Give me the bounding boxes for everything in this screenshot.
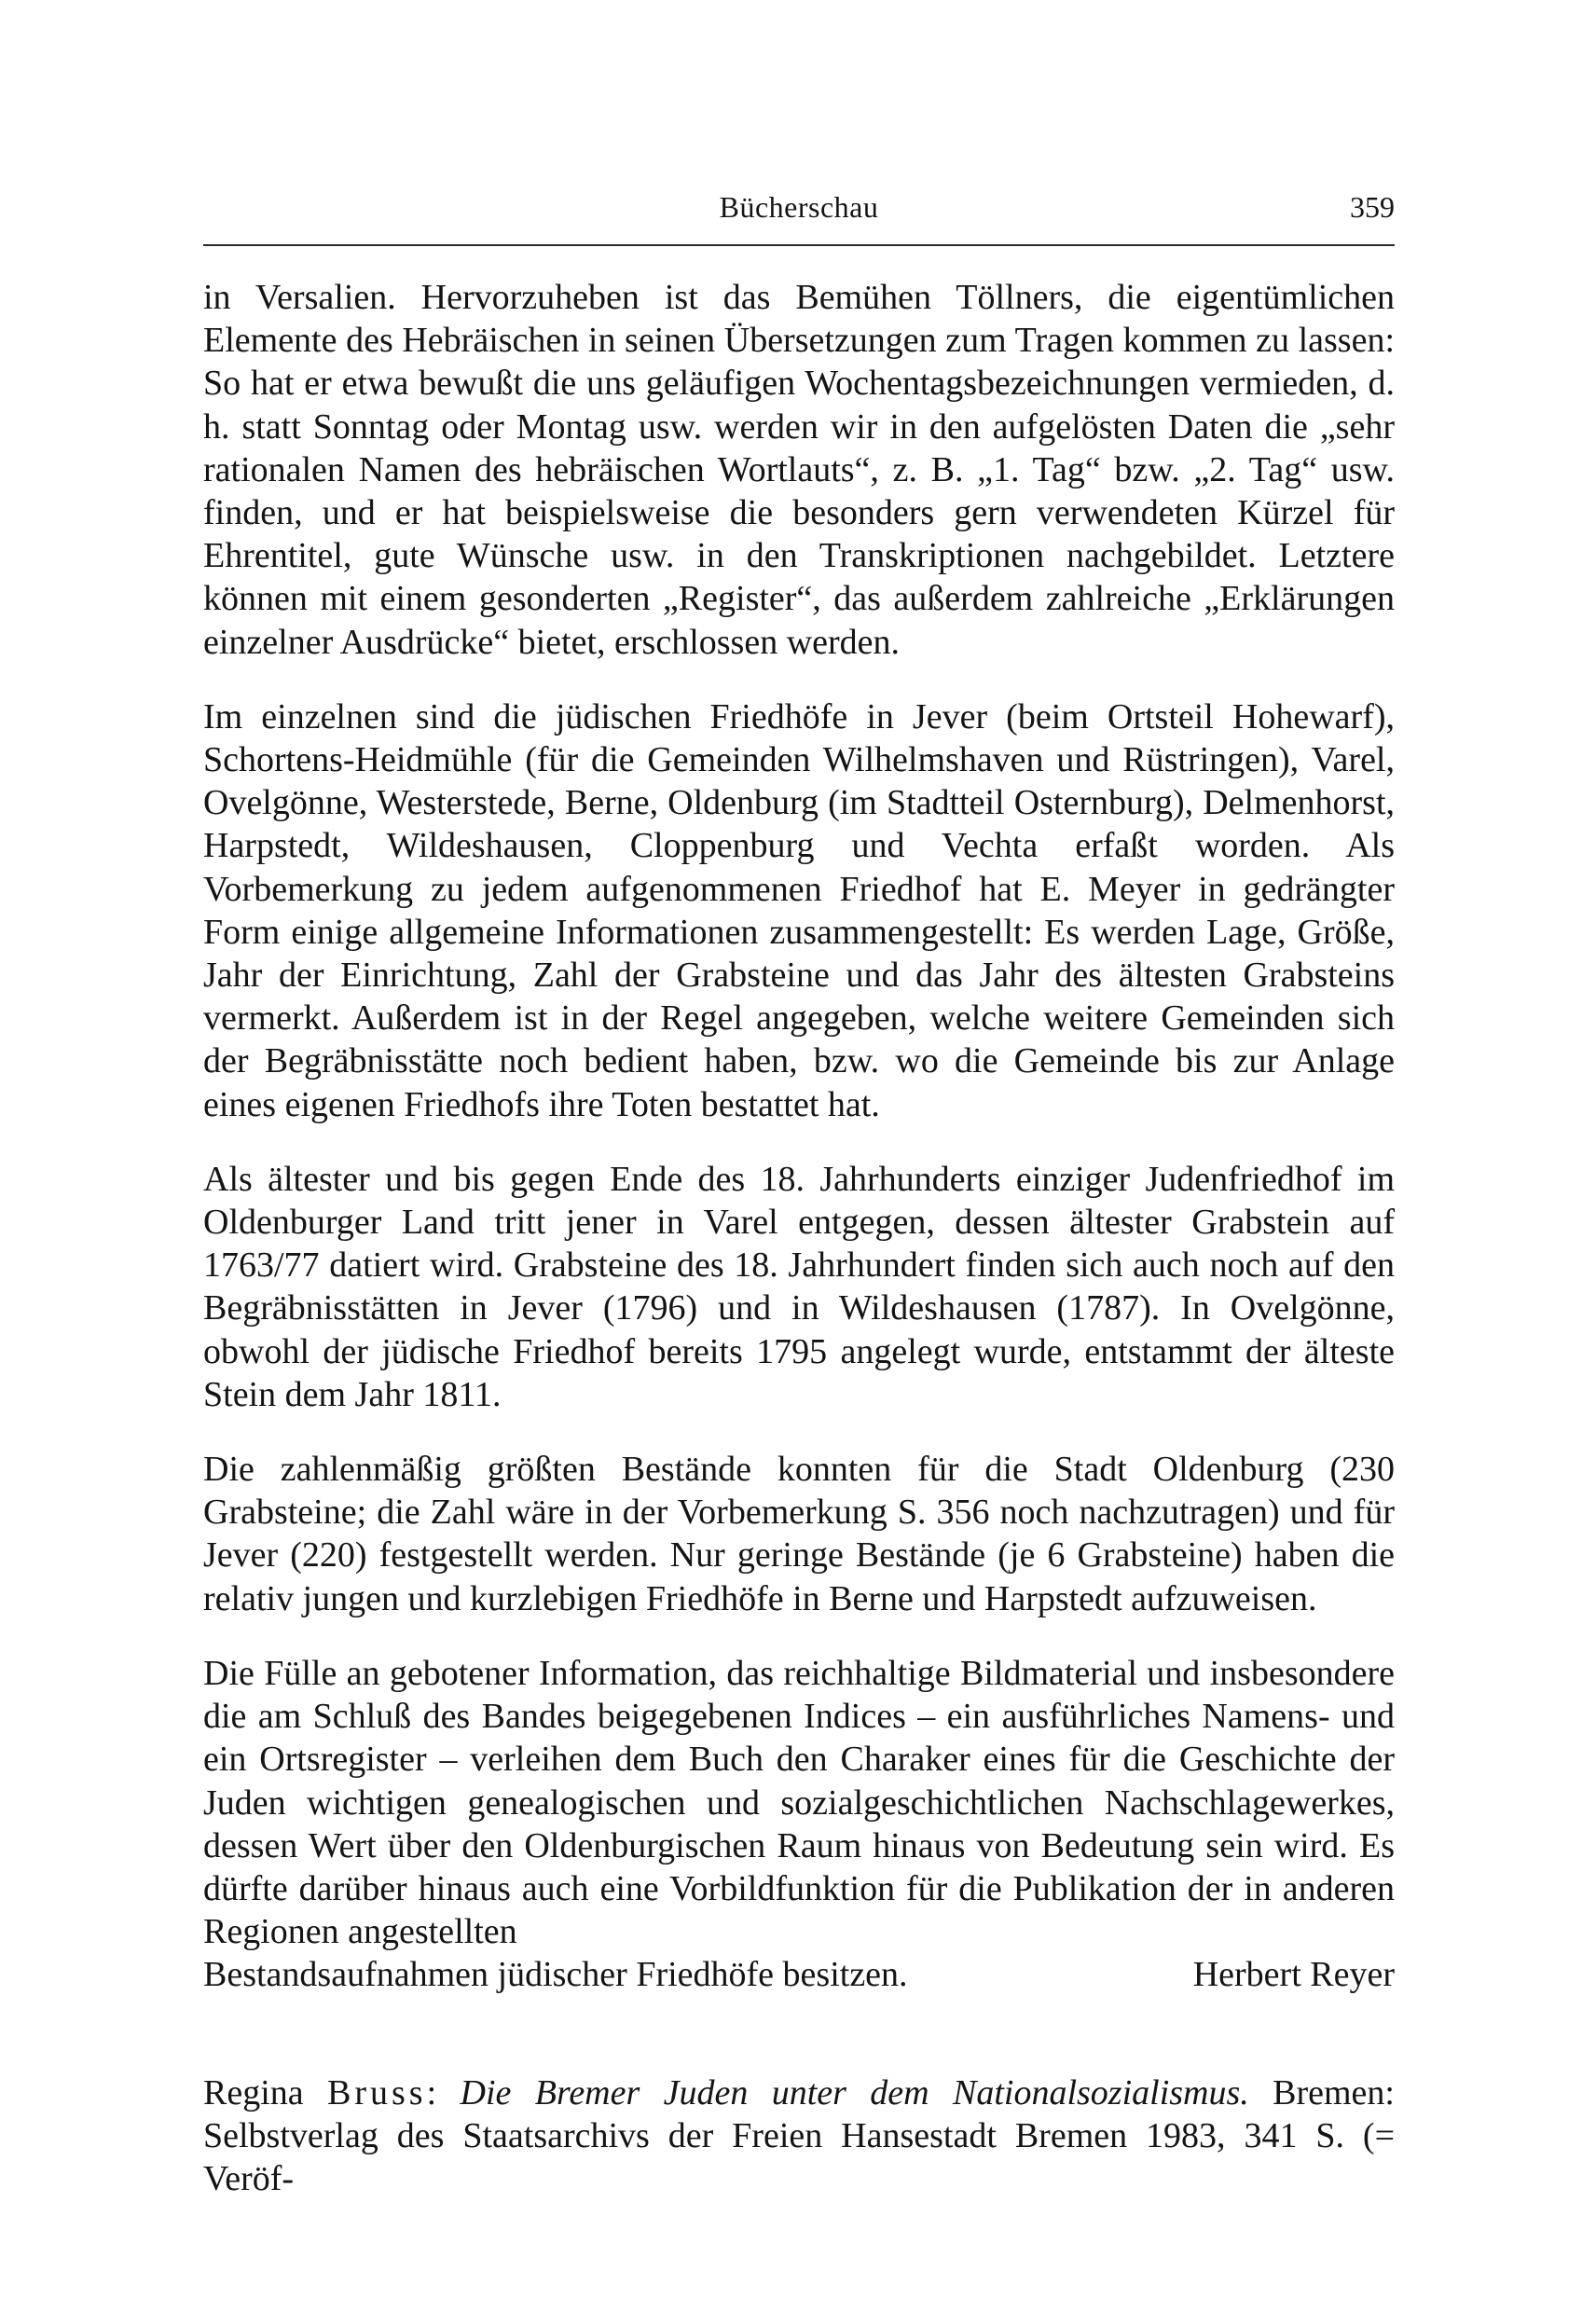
closing-text: Bestandsaufnahmen jüdischer Friedhöfe besitzen.	[203, 1955, 908, 1995]
paragraph-largest-holdings: Die zahlenmäßig größten Bestände konnten für die Stadt Oldenburg (230 Grabsteine; die Zahl wäre in der Vorbemerkung S. 356 noch nachzutragen) und für Jever (220) festgestellt werden. Nur geringe Bestände (je 6 Grabsteine) haben die relativ jungen und kurzlebigen Friedhöfe in Berne und Harpstedt aufzuweisen.	[203, 1450, 1395, 1618]
closing-line	[203, 1953, 1395, 1996]
next-review-details: Bremen: Selbstverlag des Staatsarchivs der Freien Hansestadt Bremen 1983, 341 S. (= Veröf-	[203, 2072, 1395, 2198]
next-review-author-first: Regina	[203, 2072, 327, 2112]
paragraph-versalien: in Versalien. Hervorzuheben ist das Bemühen Töllners, die eigentümlichen Elemente des Hebräischen in seinen Übersetzungen zum Tragen kommen zu lassen: So hat er etwa bewußt die uns geläufigen Wochentagsbezeichnungen vermieden, d. h. statt Sonntag oder Montag usw. werden wir in den aufgelösten Daten die „sehr rationalen Namen des hebräischen Wortlauts“, z. B. „1. Tag“ bzw. „2. Tag“ usw. finden, und er hat beispielsweise die besonders gern verwendeten Kürzel für Ehrentitel, gute Wünsche usw. in den Transkriptionen nachgebildet. Letztere können mit einem gesonderten „Register“, das außerdem zahlreiche „Erklärungen einzelner Ausdrücke“ bietet, erschlossen werden.	[203, 278, 1395, 662]
paragraph-conclusion: Die Fülle an gebotener Information, das reichhaltige Bildmaterial und insbesondere die am Schluß des Bandes beigegebenen Indices – ein ausführliches Namens- und ein Ortsregister – verleihen dem Buch den Charaker eines für die Geschichte der Juden wichtigen genealogischen und sozialgeschichtlichen Nachschlagewerkes, dessen Wert über den Oldenburgischen Raum hinaus von Bedeutung sein wird. Es dürfte darüber hinaus auch eine Vorbildfunktion für die Publikation der in anderen Regionen angestellten	[203, 1653, 1395, 1952]
header-rule	[203, 244, 1395, 246]
review-body	[203, 276, 1395, 2236]
next-review-author-last: Bruss	[327, 2072, 427, 2112]
running-title: Bücherschau	[719, 190, 879, 224]
reviewer-name: Herbert Reyer	[1192, 1955, 1395, 1995]
page-number: 359	[1350, 190, 1395, 224]
running-header	[203, 190, 1395, 239]
paragraph-friedhoefe-list: Im einzelnen sind die jüdischen Friedhöfe in Jever (beim Ortsteil Hohewarf), Schortens-Heidmühle (für die Gemeinden Wilhelmshaven und Rüstringen), Varel, Ovelgönne, Westerstede, Berne, Oldenburg (im Stadtteil Osternburg), Delmenhorst, Harpstedt, Wildeshausen, Cloppenburg und Vechta erfaßt worden. Als Vorbemerkung zu jedem aufgenommenen Friedhof hat E. Meyer in gedrängter Form einige allgemeine Informationen zusammengestellt: Es werden Lage, Größe, Jahr der Einrichtung, Zahl der Grabsteine und das Jahr des ältesten Grabsteins vermerkt. Außerdem ist in der Regel angegeben, welche weitere Gemeinden sich der Begräbnisstätte noch bedient haben, bzw. wo die Gemeinde bis zur Anlage eines eigenen Friedhofs ihre Toten bestattet hat.	[203, 696, 1395, 1124]
paragraph-oldest-cemetery: Als ältester und bis gegen Ende des 18. Jahrhunderts einziger Judenfriedhof im Oldenburger Land tritt jener in Varel entgegen, dessen ältester Grabstein auf 1763/77 datiert wird. Grabsteine des 18. Jahrhundert finden sich auch noch auf den Begräbnisstätten in Jever (1796) und in Wildeshausen (1787). In Ovelgönne, obwohl der jüdische Friedhof bereits 1795 angelegt wurde, entstammt der älteste Stein dem Jahr 1811.	[203, 1159, 1395, 1414]
next-review-book-title: Die Bremer Juden unter dem Nationalsozialismus.	[460, 2072, 1249, 2112]
next-review-separator: :	[426, 2072, 461, 2112]
next-review-entry	[203, 2071, 1395, 2201]
